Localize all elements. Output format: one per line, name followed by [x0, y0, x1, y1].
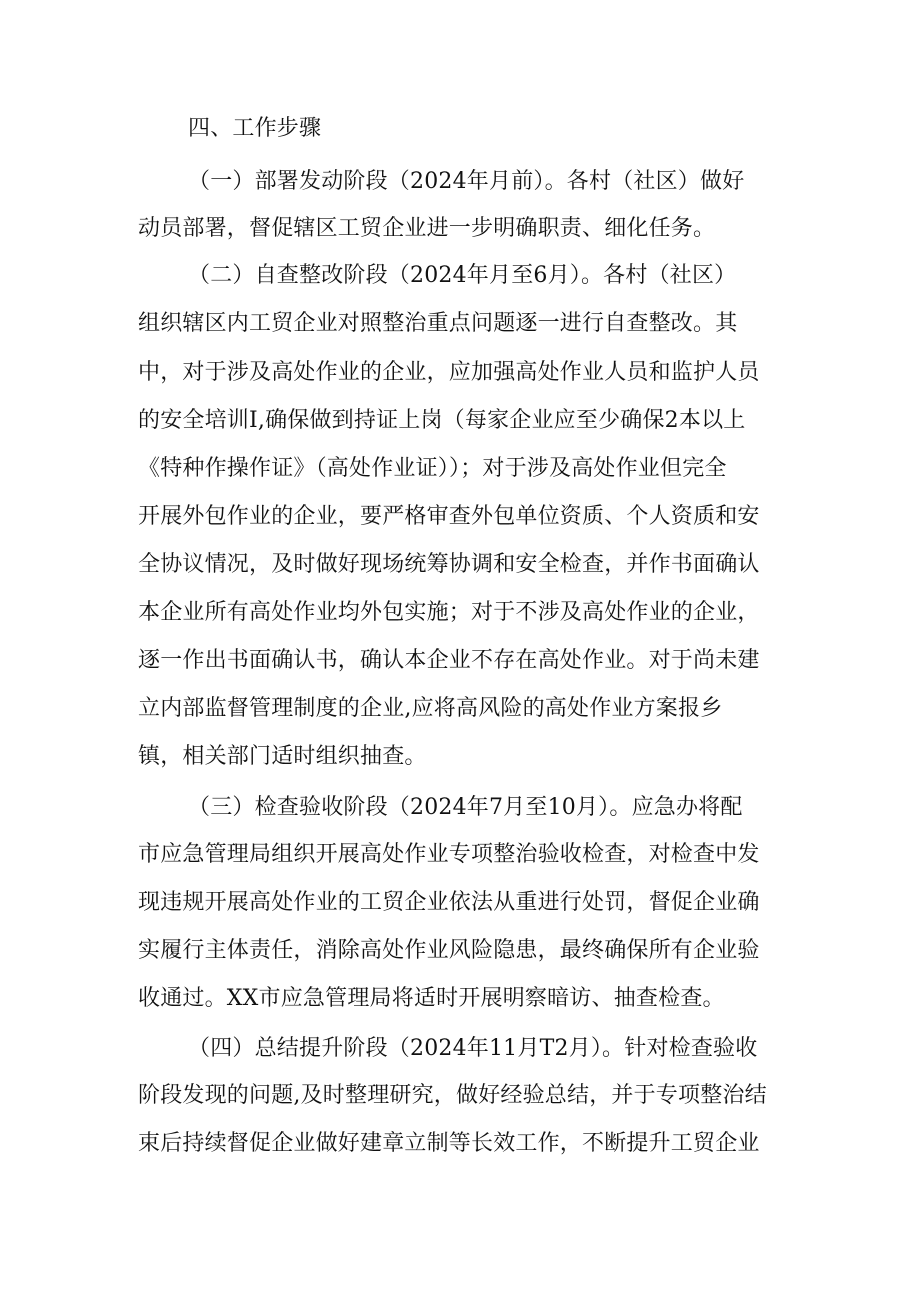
paragraph-1-line-2: 动员部署，督促辖区工贸企业进一步明确职责、细化任务。: [138, 216, 716, 241]
paragraph-3-line-2: 市应急管理局组织开展高处作业专项整治验收检查，对检查中发: [138, 842, 760, 867]
section-heading: 四、工作步骤: [188, 116, 322, 141]
paragraph-2-line-8: 本企业所有高处作业均外包实施；对于不涉及高处作业的企业，: [138, 600, 760, 625]
paragraph-2-line-4: 的安全培训I,确保做到持证上岗（每家企业应至少确保2本以上: [138, 408, 746, 433]
paragraph-4-line-1: （四）总结提升阶段（2024年11月T2月）。针对检查验收: [188, 1036, 758, 1061]
paragraph-2-line-3: 中，对于涉及高处作业的企业，应加强高处作业人员和监护人员: [138, 360, 760, 385]
paragraph-4-line-2: 阶段发现的问题,及时整理研究，做好经验总结，并于专项整治结: [138, 1083, 767, 1108]
paragraph-1-line-1: （一）部署发动阶段（2024年月前）。各村（社区）做好: [188, 169, 745, 194]
paragraph-2-line-2: 组织辖区内工贸企业对照整治重点问题逐一进行自查整改。其: [138, 311, 738, 336]
paragraph-3-line-3: 现违规开展高处作业的工贸企业依法从重进行处罚，督促企业确: [138, 890, 760, 915]
paragraph-2-line-6: 开展外包作业的企业，要严格审查外包单位资质、个人资质和安: [138, 504, 760, 529]
paragraph-4-line-3: 束后持续督促企业做好建章立制等长效工作，不断提升工贸企业: [138, 1131, 760, 1156]
paragraph-2-line-5: 《特种作操作证》（高处作业证））；对于涉及高处作业但完全: [138, 456, 727, 481]
paragraph-2-line-11: 镇，相关部门适时组织抽查。: [138, 744, 427, 769]
paragraph-3-line-5: 收通过。XX市应急管理局将适时开展明察暗访、抽查检查。: [138, 986, 725, 1011]
paragraph-2-line-1: （二）自查整改阶段（2024年月至6月）。各村（社区）: [188, 263, 737, 288]
paragraph-3-line-4: 实履行主体责任，消除高处作业风险隐患，最终确保所有企业验: [138, 938, 760, 963]
paragraph-2-line-9: 逐一作出书面确认书，确认本企业不存在高处作业。对于尚未建: [138, 648, 760, 673]
paragraph-2-line-7: 全协议情况，及时做好现场统筹协调和安全检查，并作书面确认: [138, 552, 760, 577]
paragraph-3-line-1: （三）检查验收阶段（2024年7月至10月）。应急办将配: [188, 795, 743, 820]
paragraph-2-line-10: 立内部监督管理制度的企业,应将高风险的高处作业方案报乡: [138, 696, 723, 721]
